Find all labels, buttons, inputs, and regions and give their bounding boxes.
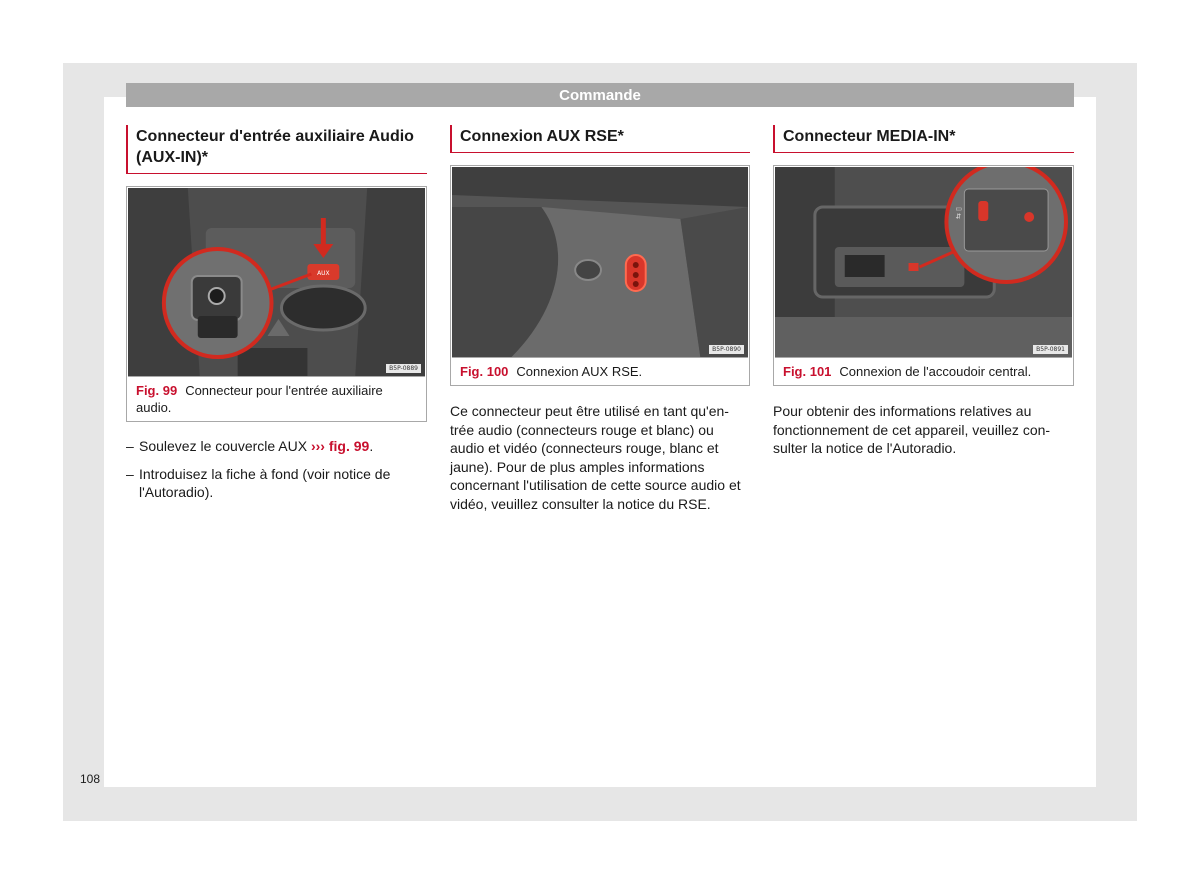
figure-100 <box>450 165 750 386</box>
section-aux-in <box>126 125 427 511</box>
section-title: Connexion AUX RSE* <box>450 125 750 153</box>
figure-caption-text: Connexion de l'accoudoir central. <box>839 364 1032 379</box>
svg-text:⇆ ▯: ⇆ ▯ <box>954 207 963 219</box>
figure-code: B5P-0890 <box>709 345 744 354</box>
section-aux-rse <box>450 125 750 513</box>
figure-101 <box>773 165 1074 386</box>
figure-caption <box>774 359 1073 385</box>
dash-bullet: – <box>126 465 134 482</box>
figure-reference-link[interactable]: fig. 99 <box>328 438 370 454</box>
step-text: Introduisez la fiche à fond (voir notice de l'Autoradio). <box>139 465 391 500</box>
chapter-header: Commande <box>126 83 1074 107</box>
instruction-list <box>126 437 427 502</box>
section-title: Connecteur d'entrée auxiliaire Audio (AUX-IN)* <box>126 125 427 174</box>
section-media-in <box>773 125 1074 458</box>
console-illustration <box>128 188 425 376</box>
armrest-illustration <box>775 167 1072 357</box>
figure-caption <box>127 378 426 421</box>
figure-code: B5P-0889 <box>386 364 421 373</box>
figure-image <box>128 188 425 377</box>
figure-code: B5P-0891 <box>1033 345 1068 354</box>
page-number: 108 <box>80 772 101 786</box>
svg-text:AUX: AUX <box>317 269 330 278</box>
list-item <box>126 465 427 502</box>
dash-bullet: – <box>126 438 134 454</box>
figure-image <box>452 167 748 358</box>
link-arrow-icon: ››› <box>310 438 325 454</box>
step-text: Soulevez le couvercle AUX <box>139 438 308 454</box>
figure-caption-text: Connexion AUX RSE. <box>516 364 643 379</box>
body-paragraph: Ce connecteur peut être utilisé en tant qu'en-trée audio (connecteurs rouge et blanc) ou audio et vidéo (connecteurs rouge, blanc et jaune). Pour de plus amples informations concernant l'utilisation de cette source audio et vidéo, veuillez consulter la notice du RSE. <box>450 403 741 512</box>
figure-number: Fig. 99 <box>136 383 178 398</box>
figure-caption-text: Connecteur pour l'entrée auxiliaire audio. <box>136 383 383 415</box>
list-item <box>126 437 427 456</box>
rse-illustration <box>452 167 748 357</box>
list-item-text <box>139 437 373 456</box>
figure-number: Fig. 101 <box>783 364 832 379</box>
body-paragraph: Pour obtenir des informations relatives au fonctionnement de cet appareil, veuillez con-sulter la notice de l'Autoradio. <box>773 403 1051 456</box>
figure-image <box>775 167 1072 358</box>
figure-number: Fig. 100 <box>460 364 509 379</box>
section-title: Connecteur MEDIA-IN* <box>773 125 1074 153</box>
step-suffix: . <box>369 438 374 454</box>
figure-99 <box>126 186 427 422</box>
figure-caption <box>451 359 749 385</box>
